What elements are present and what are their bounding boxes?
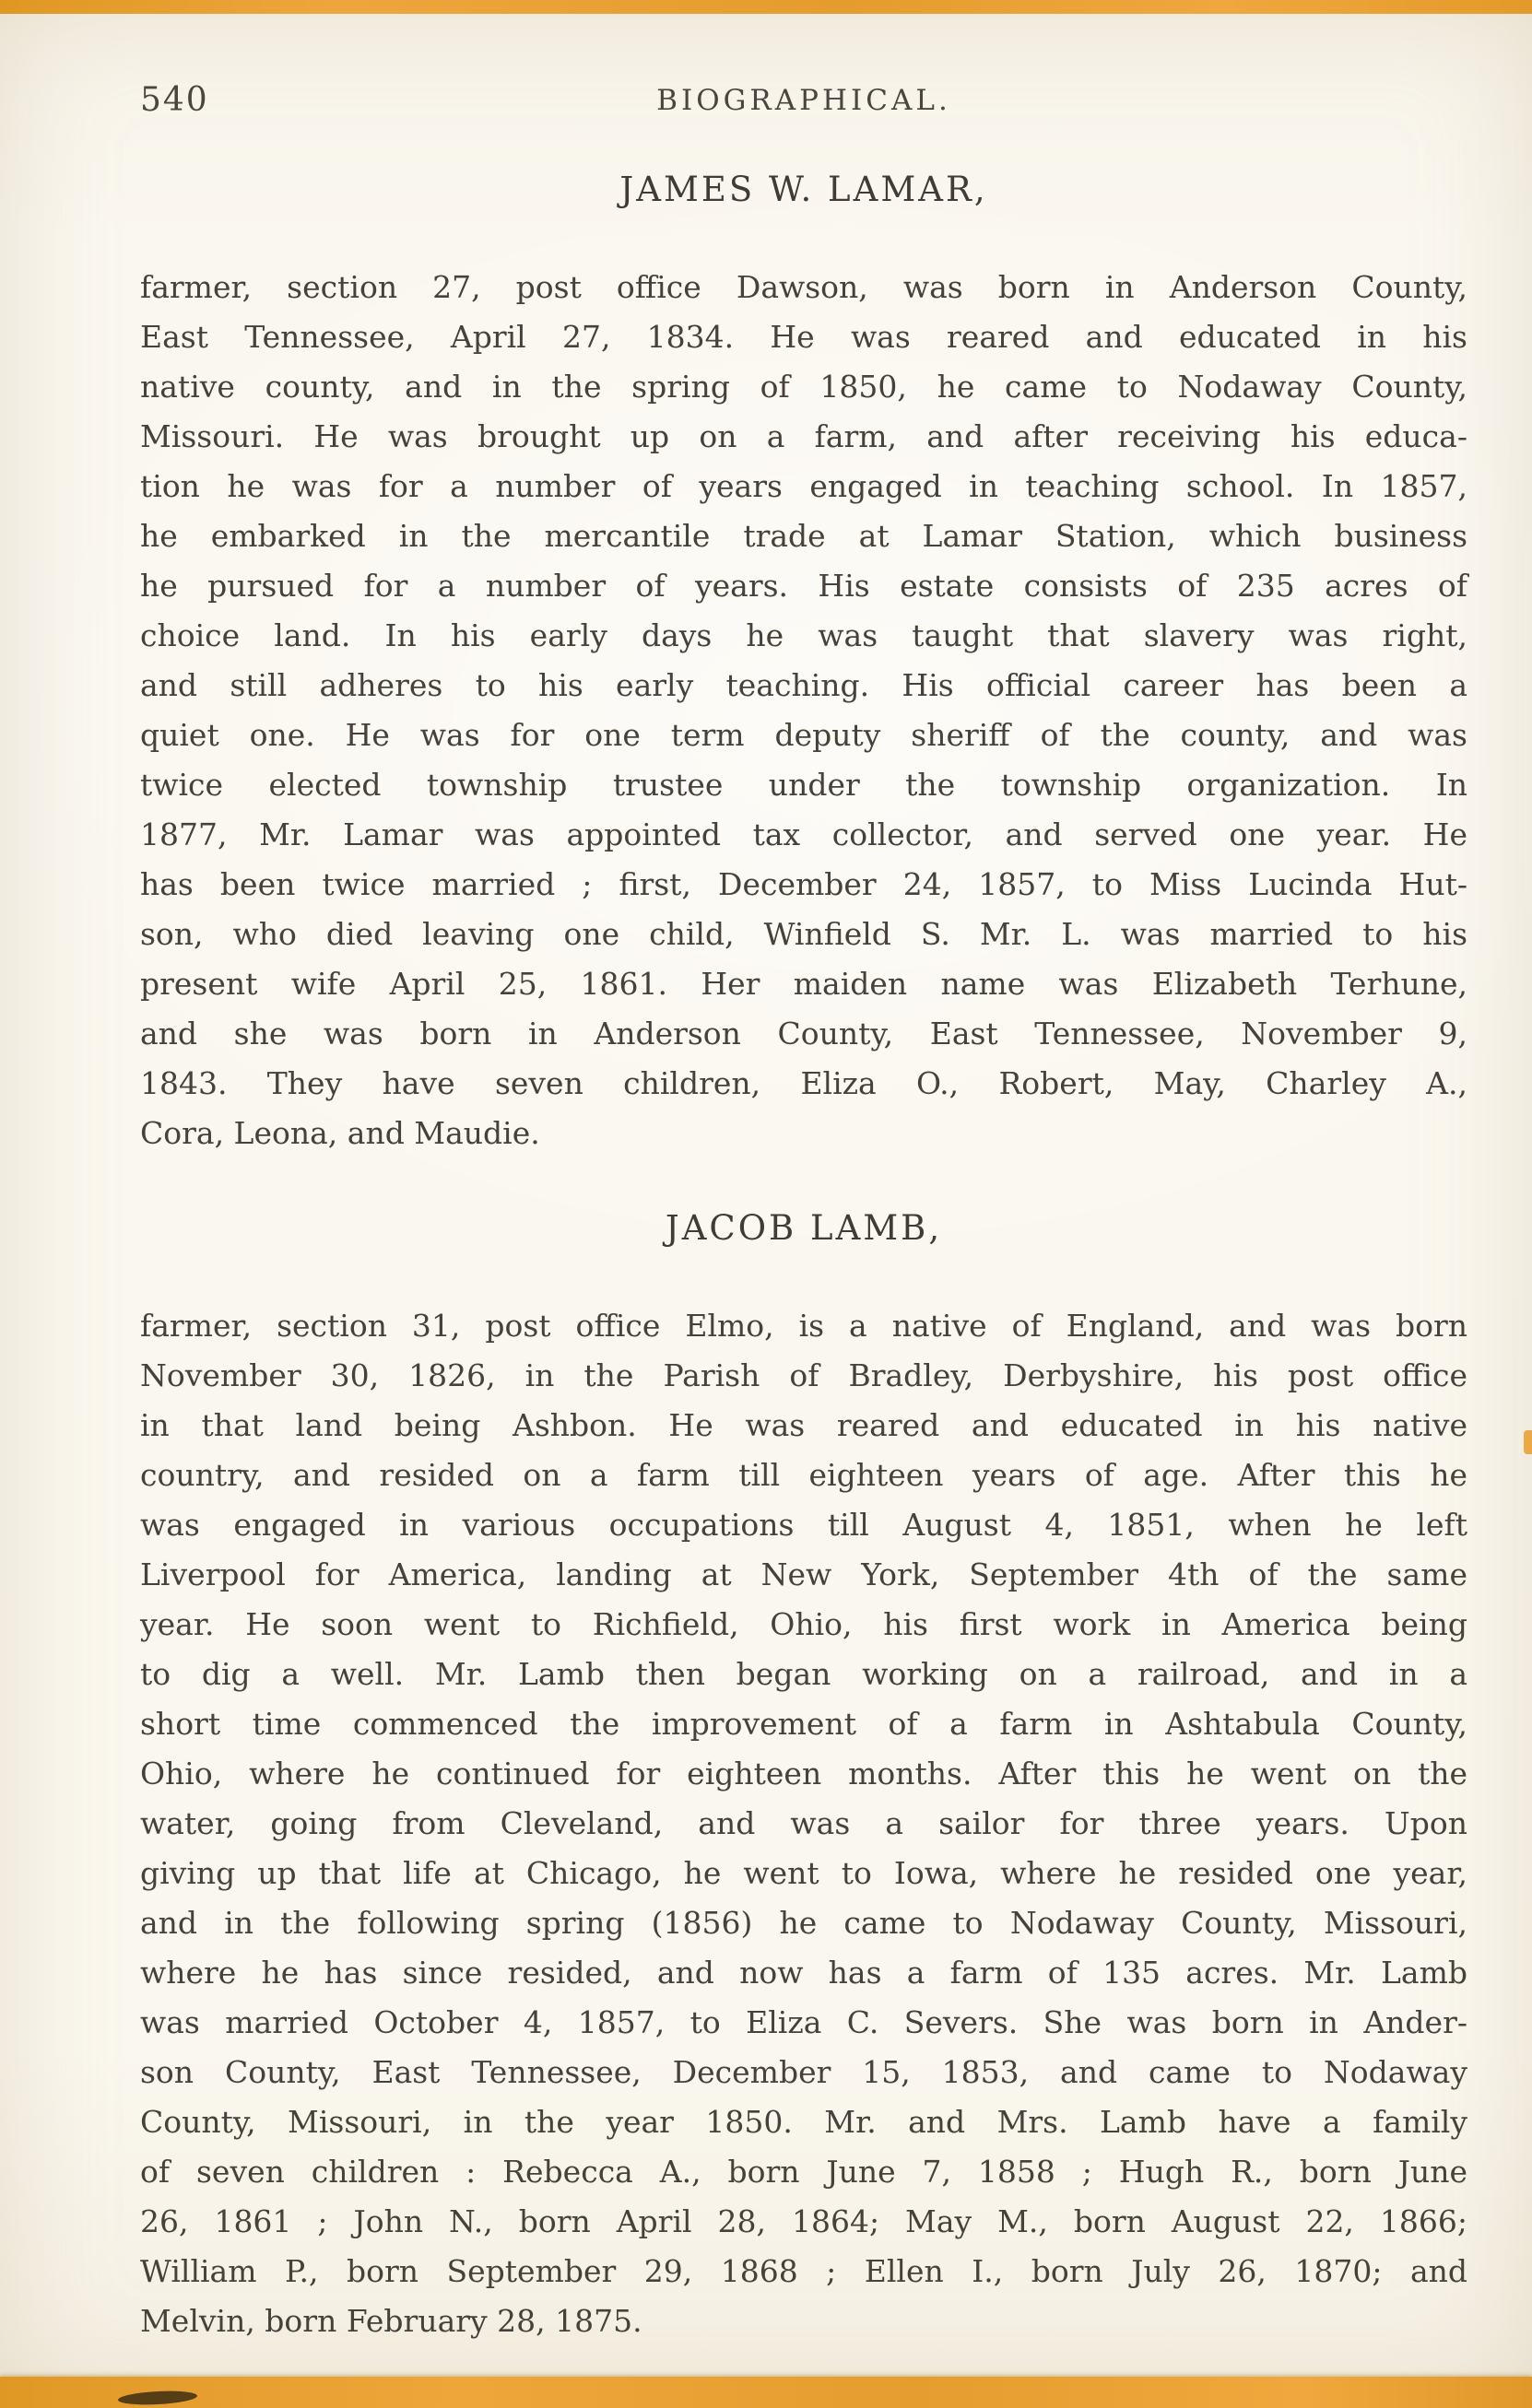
text-line: has been twice married ; first, December 24, 1857, to Miss Lucinda Hut- [140, 866, 1467, 902]
text-line: November 30, 1826, in the Parish of Bradley, Derbyshire, his post office [140, 1357, 1467, 1393]
text-line: he pursued for a number of years. His estate consists of 235 acres of [140, 568, 1467, 604]
entry-heading: JACOB LAMB, [665, 1208, 943, 1248]
text-line: East Tennessee, April 27, 1834. He was reared and educated in his [140, 319, 1467, 355]
text-line: farmer, section 27, post office Dawson, was born in Anderson County, [140, 269, 1467, 305]
text-line: County, Missouri, in the year 1850. Mr. and Mrs. Lamb have a family [140, 2104, 1467, 2140]
text-line: 26, 1861 ; John N., born April 28, 1864; May M., born August 22, 1866; [140, 2203, 1467, 2239]
text-line: where he has since resided, and now has a farm of 135 acres. Mr. Lamb [140, 1955, 1467, 1991]
text-line: he embarked in the mercantile trade at Lamar Station, which business [140, 518, 1467, 554]
entry-jacob-lamb [140, 1208, 1467, 2346]
text-line: and still adheres to his early teaching. His official career has been a [140, 667, 1467, 703]
text-line: to dig a well. Mr. Lamb then began working on a railroad, and in a [140, 1656, 1467, 1692]
page-header [140, 81, 1467, 125]
text-line: country, and resided on a farm till eighteen years of age. After this he [140, 1457, 1467, 1493]
running-header: BIOGRAPHICAL. [656, 84, 951, 117]
text-line: son, who died leaving one child, Winfield S. Mr. L. was married to his [140, 916, 1467, 952]
text-line: year. He soon went to Richfield, Ohio, his first work in America being [140, 1606, 1467, 1642]
text-line: Ohio, where he continued for eighteen months. After this he went on the [140, 1756, 1467, 1791]
text-line: 1843. They have seven children, Eliza O., Robert, May, Charley A., [140, 1065, 1467, 1101]
text-line: water, going from Cleveland, and was a sailor for three years. Upon [140, 1805, 1467, 1841]
text-line: quiet one. He was for one term deputy sheriff of the county, and was [140, 717, 1467, 753]
page-number: 540 [140, 81, 209, 119]
text-line: Liverpool for America, landing at New York, September 4th of the same [140, 1556, 1467, 1592]
text-line: giving up that life at Chicago, he went to Iowa, where he resided one year, [140, 1855, 1467, 1891]
scan-edge-band-bottom [0, 2377, 1532, 2408]
text-line: Melvin, born February 28, 1875. [140, 2303, 642, 2339]
text-line: tion he was for a number of years engaged in teaching school. In 1857, [140, 468, 1467, 504]
text-line: native county, and in the spring of 1850, he came to Nodaway County, [140, 369, 1467, 405]
text-line: William P., born September 29, 1868 ; Ellen I., born July 26, 1870; and [140, 2253, 1467, 2289]
text-line: short time commenced the improvement of a farm in Ashtabula County, [140, 1706, 1467, 1742]
text-line: was engaged in various occupations till August 4, 1851, when he left [140, 1507, 1467, 1543]
text-line: in that land being Ashbon. He was reared and educated in his native [140, 1407, 1467, 1443]
entry-heading: JAMES W. LAMAR, [619, 170, 988, 209]
text-line: choice land. In his early days he was taught that slavery was right, [140, 617, 1467, 653]
text-line: was married October 4, 1857, to Eliza C. Severs. She was born in Ander- [140, 2004, 1467, 2040]
entry-body-text [140, 263, 1467, 1158]
scan-edge-band-top [0, 0, 1532, 14]
text-line: and she was born in Anderson County, East Tennessee, November 9, [140, 1016, 1467, 1051]
entry-james-w-lamar [140, 170, 1467, 1158]
text-line: of seven children : Rebecca A., born June 7, 1858 ; Hugh R., born June [140, 2154, 1467, 2190]
text-line: son County, East Tennessee, December 15, 1853, and came to Nodaway [140, 2054, 1467, 2090]
text-line: Missouri. He was brought up on a farm, and after receiving his educa- [140, 418, 1467, 454]
entry-body-text [140, 1301, 1467, 2346]
text-line: present wife April 25, 1861. Her maiden name was Elizabeth Terhune, [140, 966, 1467, 1002]
ink-blot [118, 2390, 198, 2406]
text-line: and in the following spring (1856) he came to Nodaway County, Missouri, [140, 1905, 1467, 1941]
text-line: farmer, section 31, post office Elmo, is a native of England, and was born [140, 1308, 1467, 1344]
text-line: 1877, Mr. Lamar was appointed tax collector, and served one year. He [140, 816, 1467, 852]
text-line: Cora, Leona, and Maudie. [140, 1115, 540, 1151]
scan-edge-mark [1524, 1430, 1532, 1454]
text-line: twice elected township trustee under the township organization. In [140, 767, 1467, 803]
